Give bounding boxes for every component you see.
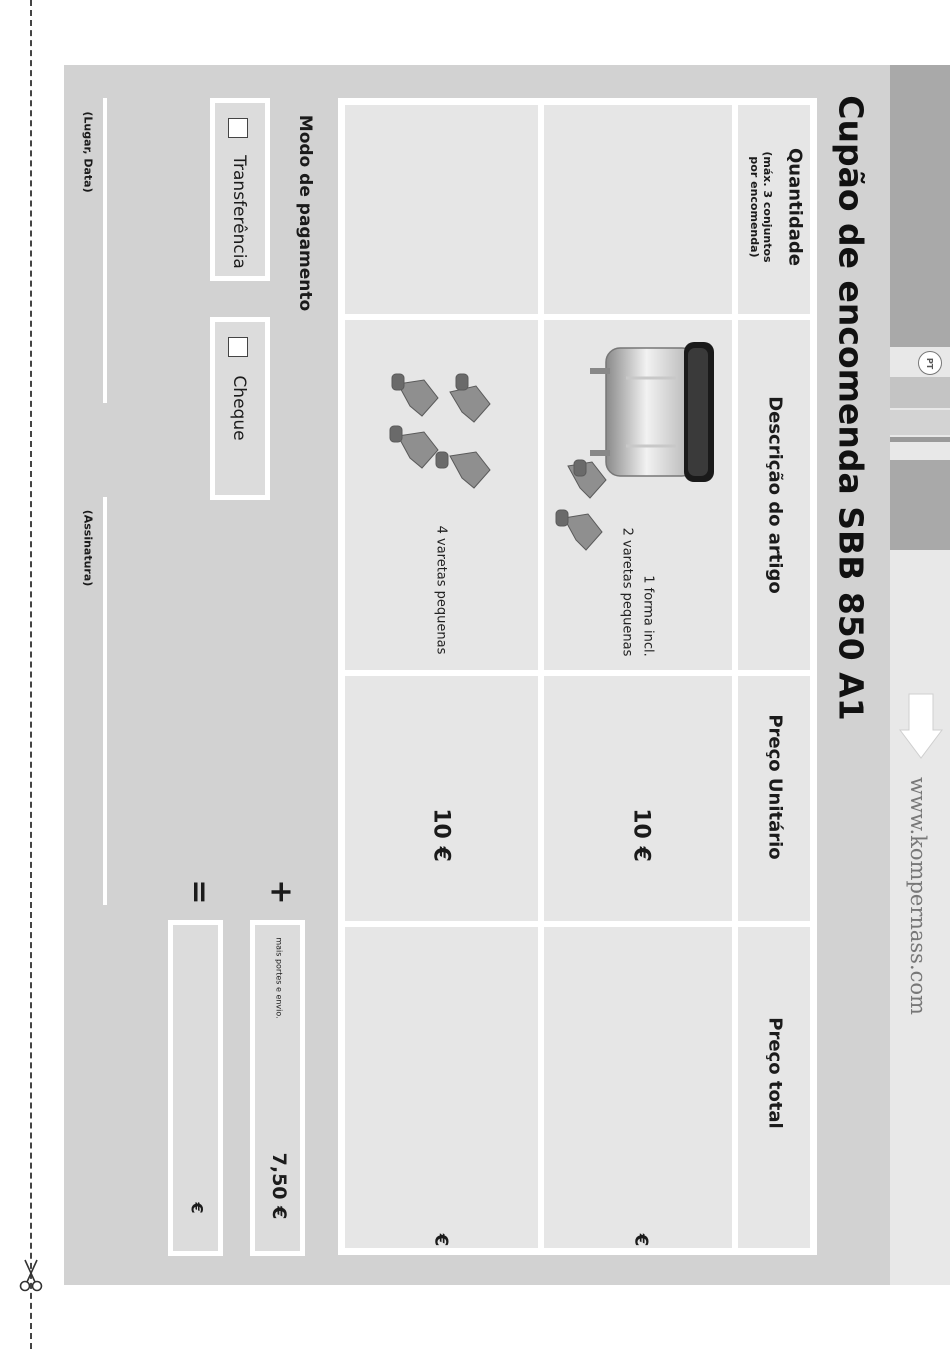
header-description: Descrição do artigo xyxy=(764,396,786,594)
decor-band xyxy=(890,377,950,408)
signature-label: (Assinatura) xyxy=(81,509,95,587)
decor-band xyxy=(890,410,950,435)
language-badge: PT xyxy=(918,351,942,375)
arrow-down-icon xyxy=(899,692,943,760)
scissors-icon xyxy=(17,1258,45,1292)
row2-unit-price: 10 € xyxy=(428,808,454,862)
grand-total-currency: € xyxy=(187,1202,207,1214)
row1-total-currency: € xyxy=(630,1233,652,1247)
header-quantity-note: (máx. 3 conjuntos por encomenda) xyxy=(748,151,774,263)
quantity-input-row2[interactable] xyxy=(345,105,538,314)
decor-band xyxy=(890,460,950,550)
place-date-line[interactable] xyxy=(103,98,107,403)
order-table xyxy=(338,98,817,1255)
total-price-input-row2[interactable] xyxy=(345,927,538,1248)
quantity-input-row1[interactable] xyxy=(544,105,732,314)
row2-description-line1: 4 varetas pequenas xyxy=(433,525,449,655)
row1-description-line1: 1 forma incl. xyxy=(640,575,656,657)
cheque-checkbox[interactable] xyxy=(228,337,248,357)
kneading-paddle-icon xyxy=(550,458,610,560)
header-quantity: Quantidade xyxy=(784,148,806,266)
row2-total-currency: € xyxy=(430,1233,452,1247)
header-total-price: Preço total xyxy=(764,1017,786,1129)
shipping-note: mais portes e envio. xyxy=(274,937,284,1019)
transfer-label: Transferência xyxy=(229,155,249,269)
unit-price-cell-row1 xyxy=(544,676,732,921)
decor-band xyxy=(890,65,950,347)
unit-price-cell-row2 xyxy=(345,676,538,921)
kneading-paddle-icon xyxy=(386,372,500,502)
equals-sign: = xyxy=(181,879,217,905)
plus-sign: + xyxy=(263,879,299,905)
total-price-input-row1[interactable] xyxy=(544,927,732,1248)
signature-line[interactable] xyxy=(103,497,107,905)
cut-line xyxy=(30,0,32,1349)
page-title: Cupão de encomenda SBB 850 A1 xyxy=(831,95,871,721)
decor-band xyxy=(890,437,950,442)
website-url[interactable]: www.kompernass.com xyxy=(906,777,930,1015)
row1-unit-price: 10 € xyxy=(628,808,654,862)
row1-description-line2: 2 varetas pequenas xyxy=(619,527,635,657)
header-unit-price: Preço Unitário xyxy=(764,714,786,860)
payment-heading: Modo de pagamento xyxy=(295,114,315,312)
place-date-label: (Lugar, Data) xyxy=(81,111,95,193)
cheque-label: Cheque xyxy=(229,375,249,441)
transfer-checkbox[interactable] xyxy=(228,118,248,138)
shipping-amount: 7,50 € xyxy=(268,1152,290,1220)
